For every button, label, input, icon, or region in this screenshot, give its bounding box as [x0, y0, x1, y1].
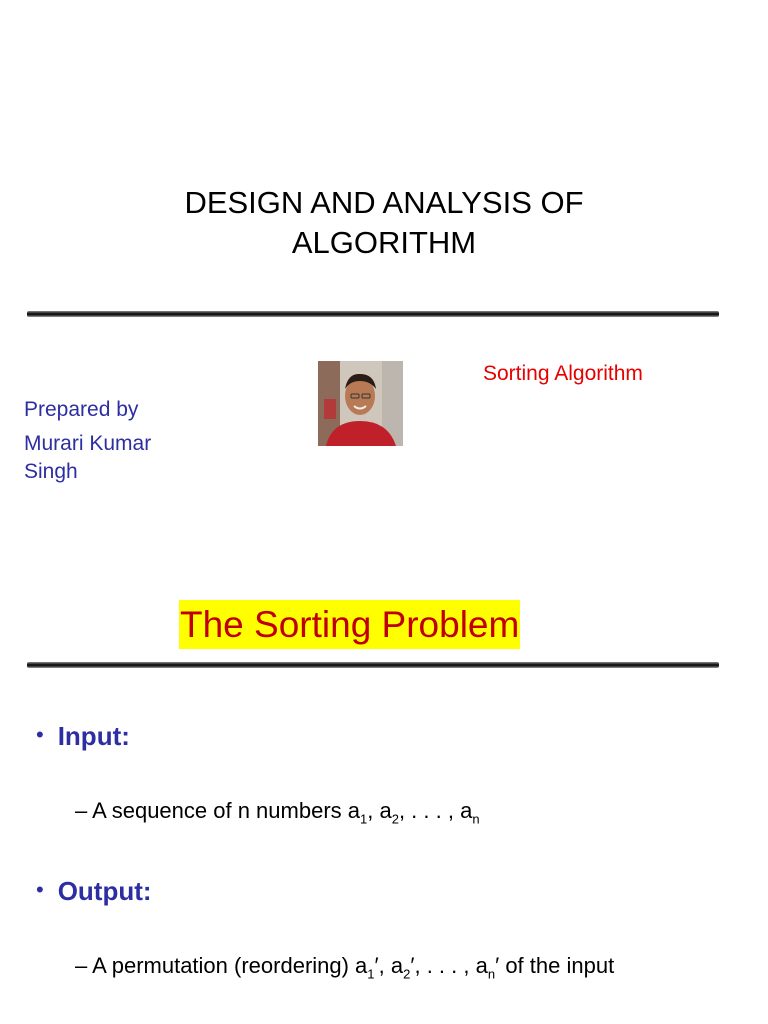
topic-label: Sorting Algorithm: [483, 362, 643, 385]
separator: ′, . . . , a: [410, 953, 488, 978]
divider-rule-bottom: [27, 662, 719, 668]
subscript-1: 1: [367, 966, 375, 982]
slide-title: [0, 183, 768, 263]
bullet-output: [36, 876, 152, 907]
bullet-dot: •: [36, 877, 44, 902]
separator: ′, a: [374, 953, 404, 978]
author-photo-image: [318, 361, 403, 446]
tail-text: ′ of the input: [495, 953, 615, 978]
bullet-output-label: Output:: [57, 876, 152, 906]
output-text: A permutation (reordering) a: [92, 953, 368, 978]
author-name-line-1: Murari Kumar: [24, 432, 152, 455]
input-text: A sequence of n numbers a: [92, 798, 361, 823]
separator: , . . . , a: [398, 798, 473, 823]
prepared-by-label: Prepared by: [24, 398, 139, 421]
bullet-dot: •: [36, 722, 44, 747]
author-name-line-2: Singh: [24, 460, 78, 483]
subscript-2: 2: [403, 966, 411, 982]
divider-rule-top: [27, 311, 719, 317]
slide-title-line-2: ALGORITHM: [291, 225, 477, 260]
author-photo: [318, 361, 403, 446]
subscript-n: n: [472, 811, 480, 827]
bullet-input: [36, 721, 130, 752]
output-description: [75, 953, 614, 981]
sorting-problem-title: The Sorting Problem: [179, 600, 520, 649]
subscript-1: 1: [360, 811, 368, 827]
dash: –: [75, 798, 88, 823]
dash: –: [75, 953, 88, 978]
separator: , a: [367, 798, 392, 823]
input-description: [75, 798, 480, 826]
slide-title-line-1: DESIGN AND ANALYSIS OF: [184, 185, 584, 220]
subscript-2: 2: [391, 811, 399, 827]
author-block: [24, 396, 151, 486]
bullet-input-label: Input:: [57, 721, 130, 751]
subscript-n: n: [487, 966, 496, 982]
